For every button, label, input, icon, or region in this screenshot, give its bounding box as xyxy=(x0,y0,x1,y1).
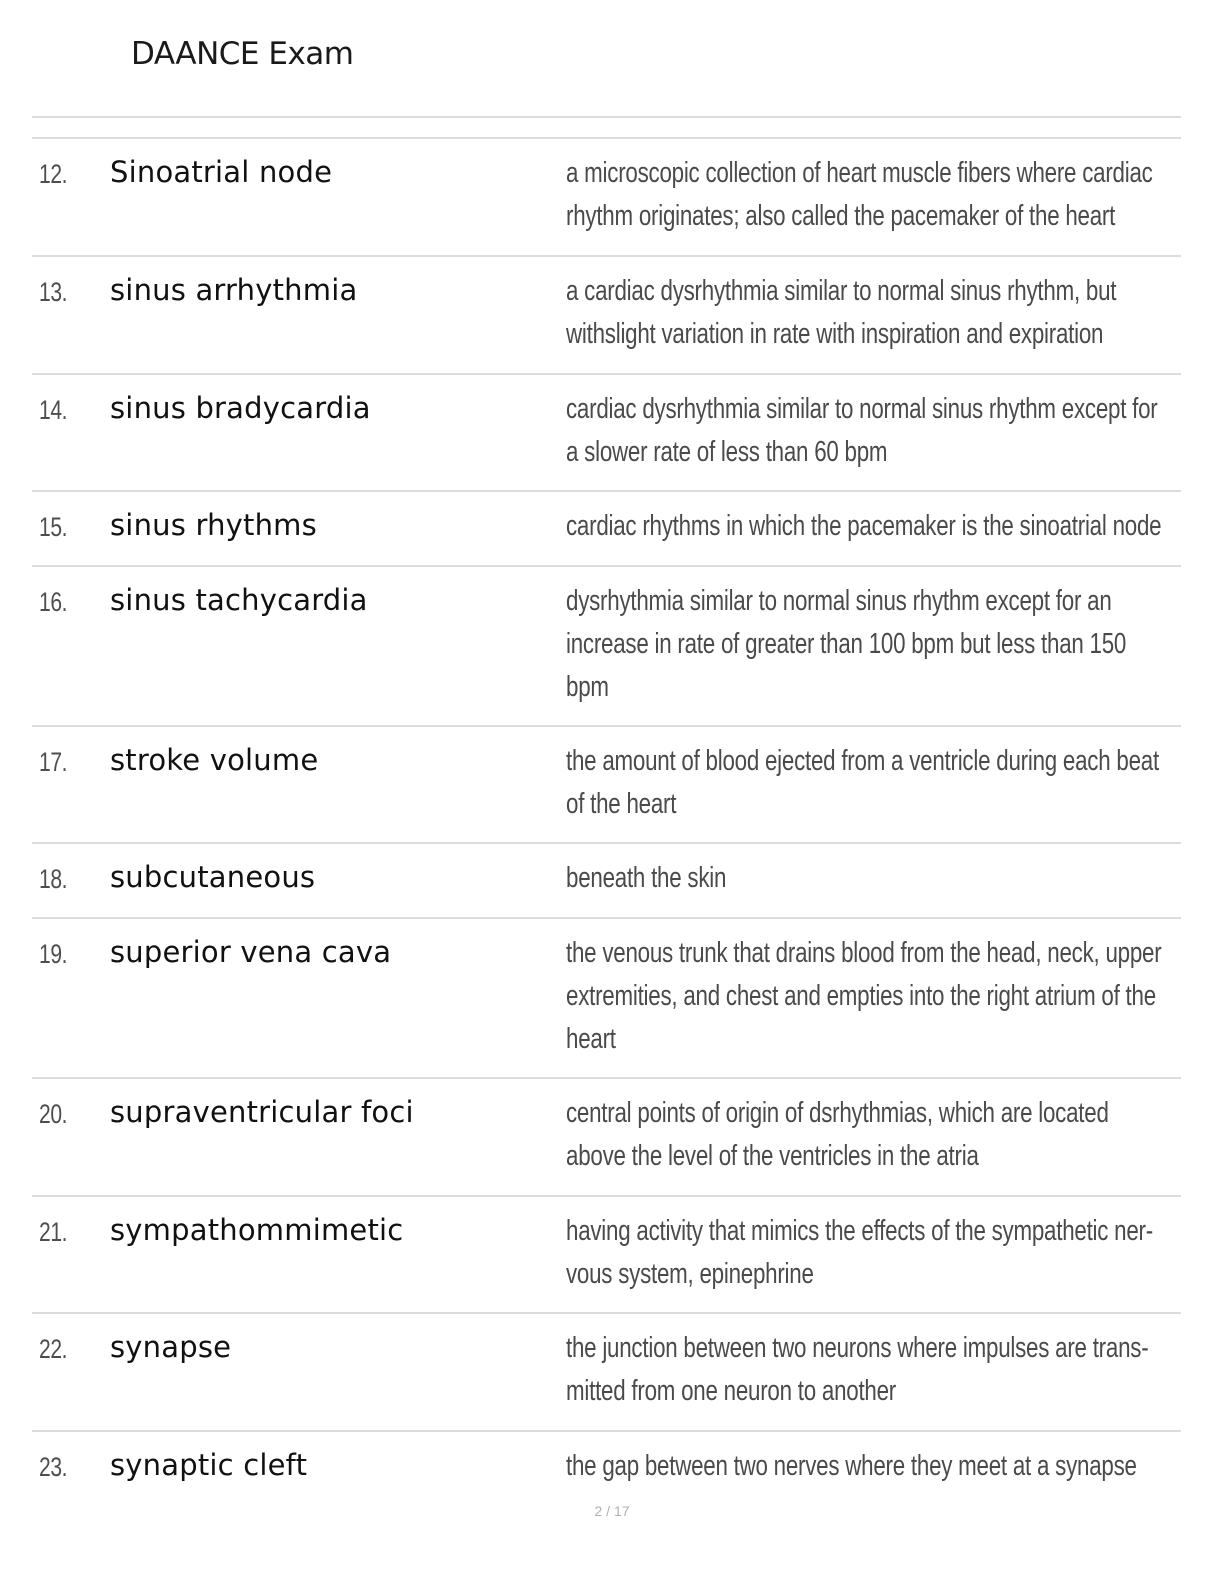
entry-definition xyxy=(566,1197,1166,1312)
table-row xyxy=(32,1197,1181,1314)
definition-text: dysrhythmia similar to normal sinus rhythm except for an increase in rate of greater than 100 bpm but less than 150 bpm xyxy=(566,585,1127,703)
table-row xyxy=(32,567,1181,727)
entry-term: subcutaneous xyxy=(110,860,316,894)
entry-term: sinus rhythms xyxy=(110,508,317,542)
entry-number: 17. xyxy=(39,747,68,777)
entry-definition xyxy=(566,844,1166,916)
entry-definition xyxy=(566,1314,1166,1429)
entry-number: 19. xyxy=(39,939,68,969)
entry-term: synapse xyxy=(110,1330,232,1364)
definition-text: the amount of blood ejected from a ventricle during each beat of the heart xyxy=(566,745,1159,820)
entry-number: 22. xyxy=(39,1334,68,1364)
entry-number: 20. xyxy=(39,1099,68,1129)
entry-number: 23. xyxy=(39,1452,68,1482)
entry-term: sinus bradycardia xyxy=(110,391,371,425)
table-row xyxy=(32,1432,1181,1502)
entry-definition xyxy=(566,727,1166,842)
entry-term: synaptic cleft xyxy=(110,1448,308,1482)
table-row xyxy=(32,1079,1181,1197)
table-row xyxy=(32,139,1181,257)
entry-number: 21. xyxy=(39,1217,68,1247)
entry-number: 15. xyxy=(39,512,68,542)
entry-number: 12. xyxy=(39,159,68,189)
entry-definition xyxy=(566,257,1166,372)
definition-text: a cardiac dysrhythmia similar to normal sinus rhythm, but withslight variation in rate with inspiration and expiration xyxy=(566,275,1117,350)
entry-definition xyxy=(566,375,1166,490)
table-row xyxy=(32,375,1181,492)
definition-text: the venous trunk that drains blood from the head, neck, upper extremities, and chest and empties into the right atrium of the heart xyxy=(566,937,1162,1055)
definition-text: beneath the skin xyxy=(566,862,727,894)
entry-definition xyxy=(566,1432,1166,1504)
entry-definition xyxy=(566,567,1166,725)
entry-number: 18. xyxy=(39,864,68,894)
entry-number: 13. xyxy=(39,277,68,307)
entry-definition xyxy=(566,139,1166,254)
entry-term: stroke volume xyxy=(110,743,319,777)
table-row xyxy=(32,844,1181,919)
entry-term: Sinoatrial node xyxy=(110,155,333,189)
definition-text: cardiac rhythms in which the pacemaker is the sinoatrial node xyxy=(566,510,1162,542)
entry-definition xyxy=(566,919,1166,1077)
table-row xyxy=(32,257,1181,375)
entry-term: sympathommimetic xyxy=(110,1213,404,1247)
definition-text: cardiac dysrhythmia similar to normal sinus rhythm except for a slower rate of less than 60 bpm xyxy=(566,393,1158,468)
glossary-table xyxy=(32,137,1181,1502)
entry-term: superior vena cava xyxy=(110,935,392,969)
page-number: 2 / 17 xyxy=(594,1503,630,1519)
table-row xyxy=(32,492,1181,567)
definition-text: the junction between two neurons where impulses are trans- mitted from one neuron to another xyxy=(566,1332,1149,1407)
entry-number: 16. xyxy=(39,587,68,617)
entry-term: supraventricular foci xyxy=(110,1095,414,1129)
entry-term: sinus arrhythmia xyxy=(110,273,358,307)
entry-definition xyxy=(566,1079,1166,1194)
definition-text: the gap between two nerves where they meet at a synapse xyxy=(566,1450,1137,1482)
definition-text: central points of origin of dsrhythmias, which are located above the level of the ventricles in the atria xyxy=(566,1097,1109,1172)
table-row xyxy=(32,1314,1181,1432)
entry-definition xyxy=(566,492,1166,564)
table-row xyxy=(32,727,1181,844)
page-title: DAANCE Exam xyxy=(131,36,354,72)
header-divider xyxy=(32,116,1181,118)
definition-text: a microscopic collection of heart muscle fibers where cardiac rhythm originates; also called the pacemaker of the heart xyxy=(566,157,1153,232)
table-row xyxy=(32,919,1181,1079)
definition-text: having activity that mimics the effects of the sympathetic ner- vous system, epinephrine xyxy=(566,1215,1153,1290)
entry-number: 14. xyxy=(39,395,68,425)
entry-term: sinus tachycardia xyxy=(110,583,368,617)
